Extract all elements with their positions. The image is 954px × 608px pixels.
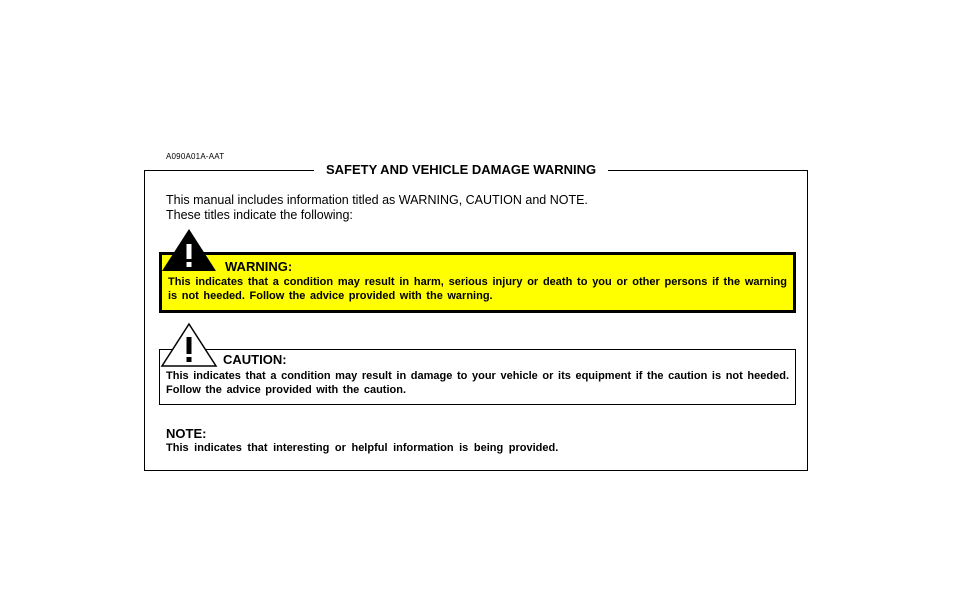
intro-line-1: This manual includes information titled as WARNING, CAUTION and NOTE. bbox=[166, 193, 588, 207]
document-code: A090A01A-AAT bbox=[166, 152, 225, 161]
intro-line-2: These titles indicate the following: bbox=[166, 208, 353, 222]
note-body: This indicates that interesting or helpful information is being provided. bbox=[166, 442, 559, 454]
warning-heading: WARNING: bbox=[225, 259, 293, 274]
caution-box bbox=[159, 349, 796, 405]
warning-box bbox=[159, 252, 796, 313]
caution-heading: CAUTION: bbox=[223, 352, 287, 367]
warning-triangle-icon bbox=[160, 227, 218, 273]
caution-body: This indicates that a condition may result in damage to your vehicle or its equipment if the caution is not heeded. Follow the advice provided with the caution. bbox=[166, 370, 789, 396]
caution-triangle-icon bbox=[160, 322, 218, 368]
intro-text bbox=[166, 193, 588, 223]
warning-body: This indicates that a condition may result in harm, serious injury or death to you or other persons if the warning is not heeded. Follow the advice provided with the warning. bbox=[168, 276, 787, 302]
section-title: SAFETY AND VEHICLE DAMAGE WARNING bbox=[314, 161, 608, 179]
note-heading: NOTE: bbox=[166, 426, 207, 441]
